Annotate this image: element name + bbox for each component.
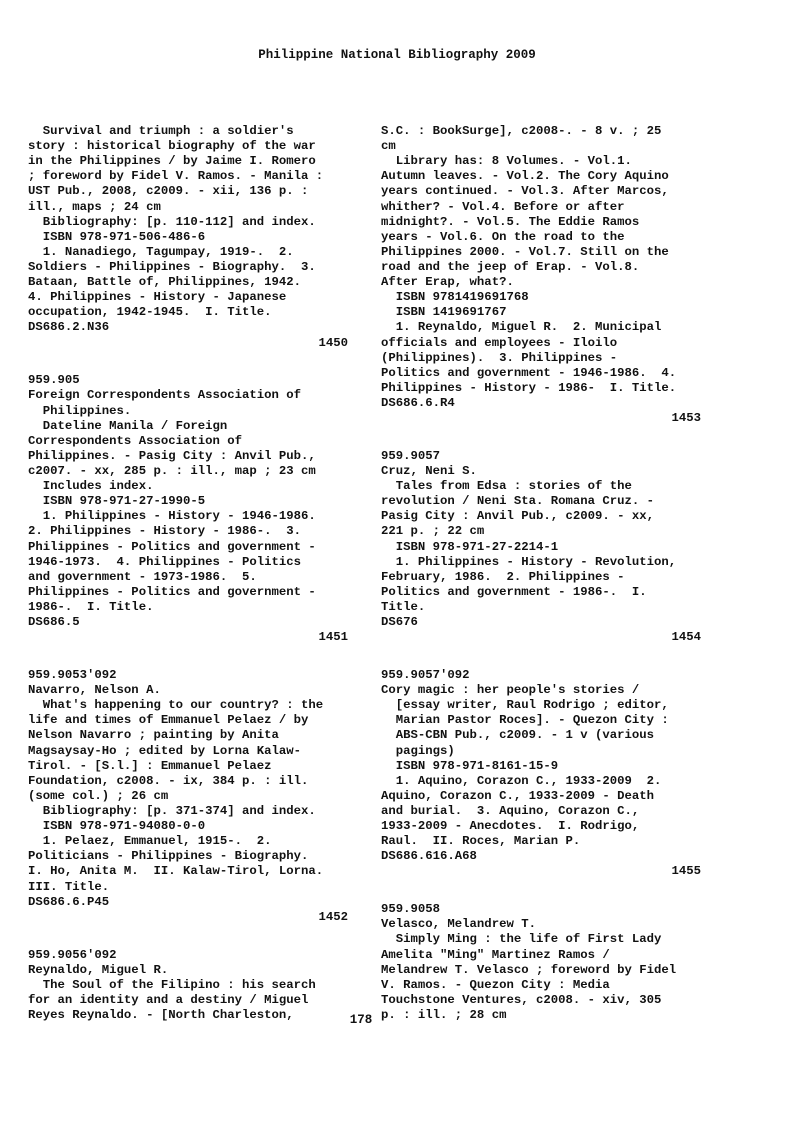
entry-line: Soldiers - Philippines - Biography. 3. (28, 259, 316, 274)
entry-line: cm (381, 139, 396, 154)
entry-line: Tirol. - [S.l.] : Emmanuel Pelaez (28, 758, 272, 773)
entry-line: Simply Ming : the life of First Lady (381, 932, 662, 947)
entry-line: [essay writer, Raul Rodrigo ; editor, (381, 698, 669, 713)
page-header: Philippine National Bibliography 2009 (258, 48, 536, 62)
entry-line: Navarro, Nelson A. (28, 683, 161, 698)
entry-line: ISBN 978-971-94080-0-0 (28, 819, 206, 834)
entry-line: Foreign Correspondents Association of (28, 388, 302, 403)
entry-line: (Philippines). 3. Philippines - (381, 350, 618, 365)
entry-line: in the Philippines / by Jaime I. Romero (28, 154, 316, 169)
entry-line: UST Pub., 2008, c2009. - xii, 136 p. : (28, 184, 309, 199)
entry-line: Bibliography: [p. 371-374] and index. (28, 803, 316, 818)
entry-line: I. Ho, Anita M. II. Kalaw-Tirol, Lorna. (28, 864, 324, 879)
entry-line: 1. Pelaez, Emmanuel, 1915-. 2. (28, 834, 272, 849)
entry-line: ill., maps ; 24 cm (28, 199, 161, 214)
bibliographic-entry (381, 902, 701, 1023)
entry-line: 959.9056'092 (28, 947, 117, 962)
entry-line: revolution / Neni Sta. Romana Cruz. - (381, 494, 655, 509)
entry-line: Magsaysay-Ho ; edited by Lorna Kalaw- (28, 743, 302, 758)
left-column (28, 124, 348, 1023)
bibliographic-entry (381, 668, 701, 902)
entry-line: Philippines - Politics and government - (28, 539, 316, 554)
entry-line: 1. Nanadiego, Tagumpay, 1919-. 2. (28, 244, 294, 259)
entry-gap (28, 645, 348, 668)
entry-number: 1452 (318, 909, 348, 924)
bibliographic-entry (28, 124, 348, 373)
entry-gap (381, 426, 701, 449)
entry-line: 1. Aquino, Corazon C., 1933-2009 2. (381, 773, 662, 788)
entry-line: Foundation, c2008. - ix, 384 p. : ill. (28, 773, 309, 788)
entry-line: 221 p. ; 22 cm (381, 524, 485, 539)
entry-line: years - Vol.6. On the road to the (381, 229, 625, 244)
entry-line: ABS-CBN Pub., c2009. - 1 v (various (381, 728, 655, 743)
entry-gap (381, 645, 701, 668)
entry-line: p. : ill. ; 28 cm (381, 1007, 507, 1022)
entry-line: 959.9058 (381, 902, 441, 917)
entry-line: life and times of Emmanuel Pelaez / by (28, 713, 309, 728)
entry-line: Pasig City : Anvil Pub., c2009. - xx, (381, 509, 655, 524)
entry-line: Cory magic : her people's stories / (381, 683, 640, 698)
entry-line: Marian Pastor Roces]. - Quezon City : (381, 713, 669, 728)
entry-line: Library has: 8 Volumes. - Vol.1. (381, 154, 632, 169)
entry-line: and burial. 3. Aquino, Corazon C., (381, 803, 640, 818)
entry-line: Reyes Reynaldo. - [North Charleston, (28, 1007, 294, 1022)
entry-line: 959.9053'092 (28, 667, 117, 682)
entry-line: ISBN 978-971-27-2214-1 (381, 539, 559, 554)
entry-line: Philippines. (28, 403, 132, 418)
entry-line: occupation, 1942-1945. I. Title. (28, 305, 272, 320)
entry-number: 1451 (318, 630, 348, 645)
entry-line: DS686.616.A68 (381, 849, 477, 864)
entry-line: After Erap, what?. (381, 275, 514, 290)
bibliographic-entry (28, 668, 348, 948)
entry-line: ISBN 978-971-27-1990-5 (28, 494, 206, 509)
entry-line: Dateline Manila / Foreign (28, 418, 228, 433)
entry-line: (some col.) ; 26 cm (28, 788, 169, 803)
entry-line: DS676 (381, 615, 418, 630)
bibliographic-entry (381, 449, 701, 668)
entry-line: Amelita "Ming" Martinez Ramos / (381, 947, 610, 962)
entry-line: DS686.2.N36 (28, 320, 110, 335)
entry-line: road and the jeep of Erap. - Vol.8. (381, 259, 640, 274)
entry-line: February, 1986. 2. Philippines - (381, 569, 625, 584)
entry-line: midnight?. - Vol.5. The Eddie Ramos (381, 214, 640, 229)
entry-line: ISBN 978-971-506-486-6 (28, 229, 206, 244)
entry-line: Raul. II. Roces, Marian P. (381, 834, 581, 849)
entry-line: Politics and government - 1986-. I. (381, 584, 647, 599)
entry-line: Tales from Edsa : stories of the (381, 479, 632, 494)
entry-line: Velasco, Melandrew T. (381, 917, 536, 932)
entry-line: Bataan, Battle of, Philippines, 1942. (28, 275, 302, 290)
entry-line: ISBN 9781419691768 (381, 290, 529, 305)
entry-line: whither? - Vol.4. Before or after (381, 199, 625, 214)
entry-gap (28, 351, 348, 374)
entry-line: DS686.6.R4 (381, 395, 455, 410)
entry-line: and government - 1973-1986. 5. (28, 569, 257, 584)
entry-line: Cruz, Neni S. (381, 463, 477, 478)
entry-line: Touchstone Ventures, c2008. - xiv, 305 (381, 992, 662, 1007)
entry-line: ; foreword by Fidel V. Ramos. - Manila : (28, 169, 324, 184)
entry-gap (28, 925, 348, 948)
entry-number: 1453 (671, 411, 701, 426)
bibliographic-entry (28, 373, 348, 668)
entry-line: 1933-2009 - Anecdotes. I. Rodrigo, (381, 819, 640, 834)
right-column (381, 124, 701, 1023)
entry-line: officials and employees - Iloilo (381, 335, 618, 350)
entry-line: years continued. - Vol.3. After Marcos, (381, 184, 669, 199)
entry-line: 2. Philippines - History - 1986-. 3. (28, 524, 302, 539)
entry-gap (381, 880, 701, 903)
entry-line: Philippines - History - 1986- I. Title. (381, 380, 677, 395)
entry-line: Philippines - Politics and government - (28, 584, 316, 599)
page-number: 178 (349, 1013, 373, 1027)
entry-line: 1986-. I. Title. (28, 599, 154, 614)
entry-line: 1. Philippines - History - 1946-1986. (28, 509, 316, 524)
entry-number: 1455 (671, 864, 701, 879)
entry-line: 959.905 (28, 373, 80, 388)
entry-line: Reynaldo, Miguel R. (28, 962, 169, 977)
entry-line: 1. Philippines - History - Revolution, (381, 554, 677, 569)
entry-line: Aquino, Corazon C., 1933-2009 - Death (381, 788, 655, 803)
entry-line: pagings) (381, 743, 455, 758)
entry-line: DS686.5 (28, 615, 80, 630)
entry-line: 1. Reynaldo, Miguel R. 2. Municipal (381, 320, 662, 335)
entry-line: V. Ramos. - Quezon City : Media (381, 977, 610, 992)
entry-line: Politics and government - 1946-1986. 4. (381, 365, 677, 380)
entry-number: 1450 (318, 335, 348, 350)
entry-line: Correspondents Association of (28, 433, 243, 448)
entry-line: 1946-1973. 4. Philippines - Politics (28, 554, 302, 569)
entry-line: Bibliography: [p. 110-112] and index. (28, 214, 316, 229)
entry-line: Autumn leaves. - Vol.2. The Cory Aquino (381, 169, 669, 184)
entry-line: The Soul of the Filipino : his search (28, 977, 316, 992)
entry-number: 1454 (671, 630, 701, 645)
bibliographic-entry (381, 124, 701, 449)
entry-line: story : historical biography of the war (28, 139, 316, 154)
entry-line: S.C. : BookSurge], c2008-. - 8 v. ; 25 (381, 124, 662, 138)
entry-line: ISBN 978-971-8161-15-9 (381, 758, 559, 773)
entry-line: Includes index. (28, 479, 154, 494)
entry-line: c2007. - xx, 285 p. : ill., map ; 23 cm (28, 463, 316, 478)
bibliographic-entry (28, 948, 348, 1024)
entry-line: Philippines. - Pasig City : Anvil Pub., (28, 448, 316, 463)
entry-line: Philippines 2000. - Vol.7. Still on the (381, 244, 669, 259)
entry-line: III. Title. (28, 879, 110, 894)
entry-line: Politicians - Philippines - Biography. (28, 849, 309, 864)
entry-line: What's happening to our country? : the (28, 698, 324, 713)
entry-line: Melandrew T. Velasco ; foreword by Fidel (381, 962, 677, 977)
entry-line: DS686.6.P45 (28, 894, 110, 909)
entry-line: 959.9057 (381, 448, 441, 463)
entry-line: for an identity and a destiny / Miguel (28, 992, 309, 1007)
entry-line: Title. (381, 599, 426, 614)
entry-line: 959.9057'092 (381, 667, 470, 682)
entry-line: ISBN 1419691767 (381, 305, 507, 320)
entry-line: Nelson Navarro ; painting by Anita (28, 728, 279, 743)
entry-line: Survival and triumph : a soldier's (28, 124, 294, 138)
entry-line: 4. Philippines - History - Japanese (28, 290, 287, 305)
